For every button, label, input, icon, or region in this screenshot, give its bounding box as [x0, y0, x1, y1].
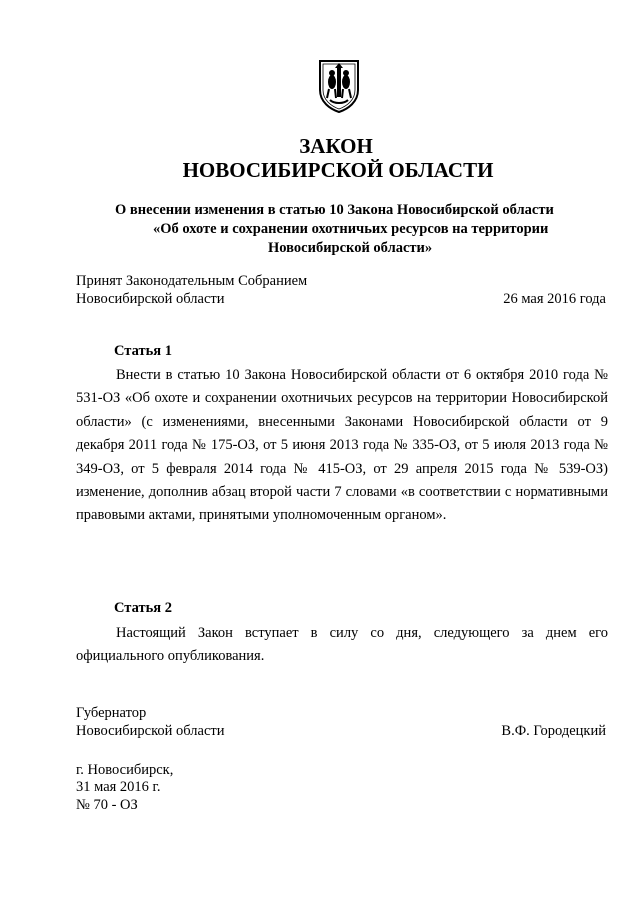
novosibirsk-coat-of-arms-icon — [316, 58, 362, 114]
adoption-line2: Новосибирской области — [76, 291, 225, 307]
adoption-date: 26 мая 2016 года — [503, 291, 606, 307]
article1-heading: Статья 1 — [114, 343, 172, 359]
footer-place: г. Новосибирск, — [76, 762, 174, 778]
article2-text: Настоящий Закон вступает в силу со дня, следующего за днем его официального опубликования. — [76, 625, 608, 665]
document-title-line1: ЗАКОН — [299, 134, 373, 158]
article2-heading: Статья 2 — [114, 600, 172, 616]
subtitle-line1: О внесении изменения в статью 10 Закона Новосибирской области — [115, 202, 554, 218]
signatory-title-line2: Новосибирской области — [76, 723, 225, 739]
signatory-title-line1: Губернатор — [76, 705, 147, 721]
subtitle-line3: Новосибирской области» — [268, 240, 433, 256]
footer-law-number: № 70 - ОЗ — [76, 797, 138, 813]
document-title-line2: НОВОСИБИРСКОЙ ОБЛАСТИ — [182, 158, 494, 182]
subtitle-line2: «Об охоте и сохранении охотничьих ресурсов на территории — [153, 221, 549, 237]
article1-text: Внести в статью 10 Закона Новосибирской области от 6 октября 2010 года № 531-ОЗ «Об охоте и сохранении охотничьих ресурсов на территории Новосибирской области» (с изменениями, внесенными Законами Новосибирской области от 9 декабря 2011 года № 175-ОЗ, от 5 июня 2013 года № 335-ОЗ, от 5 июля 2013 года № 349-ОЗ, от 5 февраля 2014 года № 415-ОЗ, от 29 апреля 2015 года № 539-ОЗ) изменение, дополнив абзац второй части 7 словами «в соответствии с нормативными правовыми актами, принятыми уполномоченным органом». — [76, 367, 608, 524]
signatory-name: В.Ф. Городецкий — [501, 723, 606, 739]
footer-date: 31 мая 2016 г. — [76, 779, 161, 795]
adoption-line1: Принят Законодательным Собранием — [76, 273, 308, 289]
